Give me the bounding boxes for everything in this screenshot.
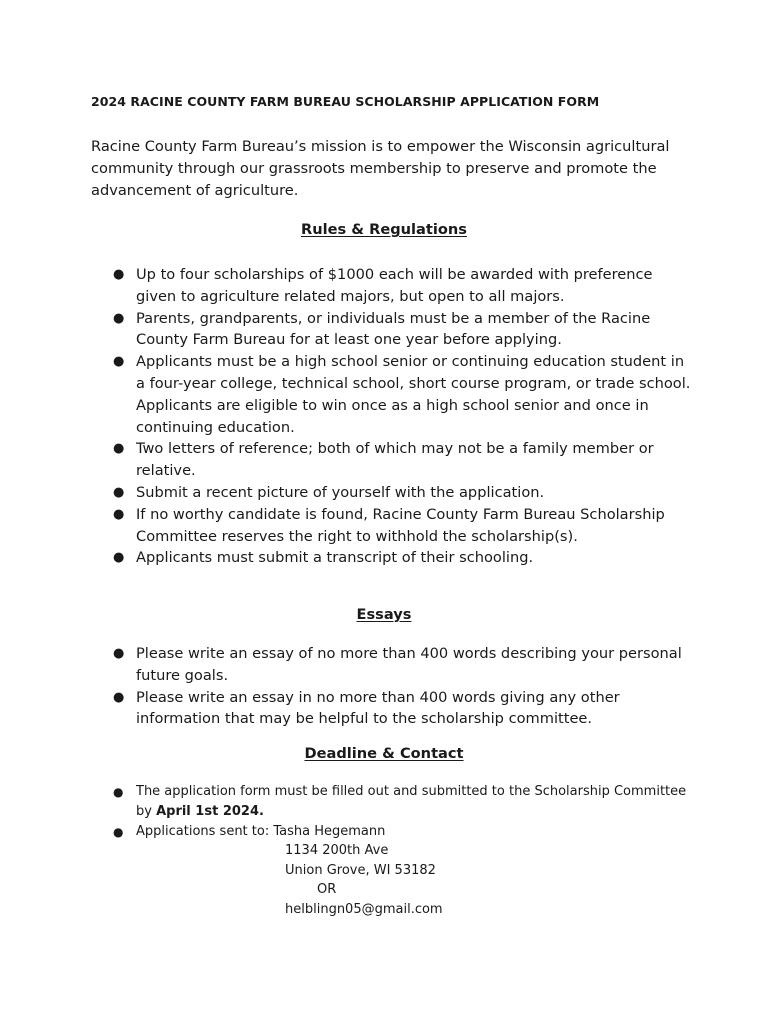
deadline-heading: Deadline & Contact	[304, 745, 464, 762]
mission-statement: Racine County Farm Bureau’s mission is to empower the Wisconsin agricultural community through our grassroots membership to preserve and promote the advancement of agriculture.	[91, 138, 670, 199]
list-item: ● Applicants must submit a transcript of their schooling.	[91, 547, 691, 569]
bullet-icon: ●	[113, 267, 125, 282]
bullet-icon: ●	[113, 354, 125, 370]
bullet-icon: ●	[113, 689, 125, 705]
list-item: ● If no worthy candidate is found, Racine County Farm Bureau Scholarship Committee reserves the right to withhold the scholarship(s).	[113, 505, 665, 545]
bullet-icon: ●	[113, 441, 125, 457]
bullet-icon: ●	[113, 310, 125, 326]
list-item: ● Submit a recent picture of yourself with the application.	[91, 482, 691, 504]
deadline-list	[91, 782, 691, 842]
essays-heading: Essays	[356, 606, 412, 623]
bullet-icon: ●	[113, 785, 124, 799]
address-city: Union Grove, WI 53182	[285, 863, 436, 878]
list-item: ● Please write an essay of no more than 400 words describing your personal future goals.	[113, 645, 682, 684]
contact-name: Tasha Hegemann	[273, 824, 386, 839]
page-title: 2024 RACINE COUNTY FARM BUREAU SCHOLARSHIP APPLICATION FORM	[91, 94, 600, 109]
bullet-icon: ●	[113, 825, 124, 839]
contact-email: helblingn05@gmail.com	[285, 902, 443, 917]
list-item: ● The application form must be filled out and submitted to the Scholarship Committee by April 1st 2024.	[113, 784, 687, 819]
bullet-icon: ●	[113, 646, 125, 661]
list-item: ● Applicants must be a high school senior or continuing education student in a four-year college, technical school, short course program, or trade school. Applicants are eligible to win once as a high school senior and once in continuing education.	[113, 353, 691, 436]
address-street: 1134 200th Ave	[285, 843, 389, 858]
rules-heading: Rules & Regulations	[300, 221, 467, 238]
or-text: OR	[317, 882, 337, 897]
list-item: ● Applications sent to: Tasha Hegemann	[91, 822, 691, 842]
bullet-icon: ●	[113, 484, 125, 500]
list-item: ● Please write an essay in no more than 400 words giving any other information that may be helpful to the scholarship committee.	[113, 688, 620, 728]
essays-list	[91, 643, 691, 730]
deadline-date: April 1st 2024.	[156, 804, 264, 819]
list-item: ● Parents, grandparents, or individuals must be a member of the Racine County Farm Bureau for at least one year before applying.	[113, 309, 651, 349]
bullet-icon: ●	[113, 506, 125, 522]
list-item: ● Two letters of reference; both of which may not be a family member or relative.	[113, 440, 654, 480]
list-item: ● Up to four scholarships of $1000 each will be awarded with preference given to agriculture related majors, but open to all majors.	[113, 266, 653, 305]
rules-list	[91, 264, 691, 569]
bullet-icon: ●	[113, 550, 125, 566]
